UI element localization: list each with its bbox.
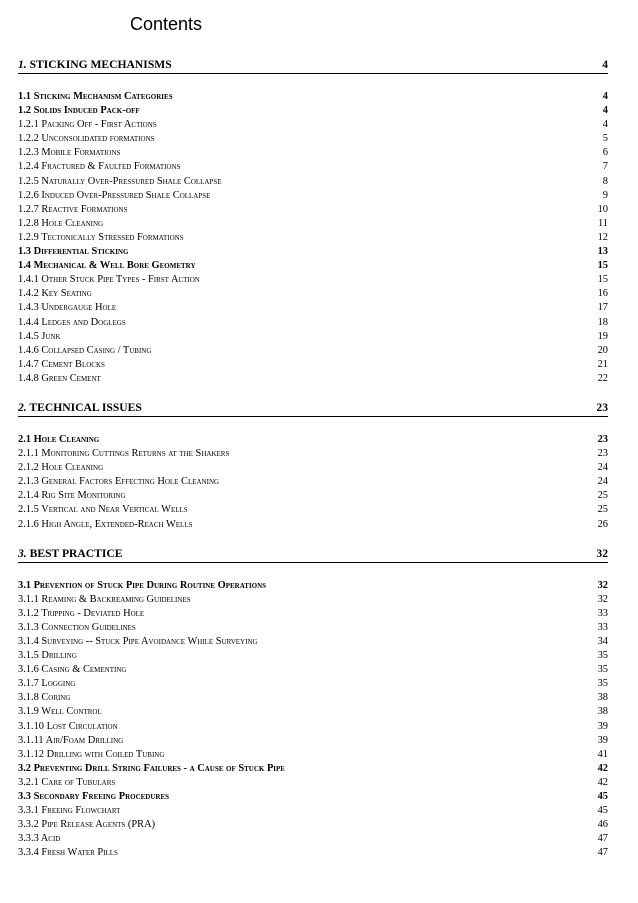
toc-entry-label: 3.1.7 Logging <box>18 678 76 690</box>
toc-entry[interactable] <box>18 489 608 503</box>
toc-page-number: 33 <box>597 607 608 619</box>
toc-chapter-label: BEST PRACTICE <box>29 546 123 560</box>
toc-page-number: 11 <box>597 217 608 229</box>
toc-entry-label: 2.1.2 Hole Cleaning <box>18 462 104 474</box>
toc-entry[interactable] <box>18 160 608 174</box>
toc-page-number: 8 <box>602 175 608 187</box>
toc-entry[interactable] <box>18 287 608 301</box>
toc-entry[interactable] <box>18 132 608 146</box>
toc-entry-label: 3.1 Prevention of Stuck Pipe During Routine Operations <box>18 579 267 591</box>
toc-chapter-heading[interactable] <box>18 546 608 563</box>
toc-page-number: 42 <box>597 776 608 788</box>
toc-entry[interactable] <box>18 804 608 818</box>
toc-entry-label: 3.1.11 Air/Foam Drilling <box>18 734 124 746</box>
toc-chapter-title <box>18 546 123 562</box>
toc-entry-label: 3.1.3 Connection Guidelines <box>18 621 136 633</box>
toc-entry[interactable] <box>18 245 608 259</box>
toc-entry-label: 2.1.1 Monitoring Cuttings Returns at the Shakers <box>18 448 230 460</box>
toc-entry[interactable] <box>18 503 608 517</box>
toc-page-number: 18 <box>597 316 608 328</box>
toc-entry-label: 2.1 Hole Cleaning <box>18 433 100 445</box>
toc-page-number: 16 <box>597 288 608 300</box>
toc-page-number: 4 <box>602 58 608 71</box>
toc-entry[interactable] <box>18 621 608 635</box>
toc-entry[interactable] <box>18 231 608 245</box>
toc-entry-label: 1.2.6 Induced Over-Pressured Shale Collapse <box>18 189 211 201</box>
toc-entry[interactable] <box>18 579 608 593</box>
toc-entry-label: 1.4.5 Junk <box>18 330 61 342</box>
toc-entry[interactable] <box>18 846 608 860</box>
toc-entry[interactable] <box>18 259 608 273</box>
toc-entry-label: 3.3.1 Freeing Flowchart <box>18 805 121 817</box>
toc-entry-label: 3.1.6 Casing & Cementing <box>18 664 127 676</box>
toc-entry[interactable] <box>18 433 608 447</box>
toc-entry[interactable] <box>18 118 608 132</box>
toc-page-number: 15 <box>597 274 608 286</box>
toc-entry[interactable] <box>18 189 608 203</box>
toc-page-number: 21 <box>597 358 608 370</box>
toc-page-number: 4 <box>602 119 608 131</box>
toc-page-number: 35 <box>597 664 608 676</box>
toc-page-number: 12 <box>597 231 608 243</box>
toc-entry-label: 1.2.8 Hole Cleaning <box>18 217 104 229</box>
toc-page-number: 45 <box>597 791 608 803</box>
toc-chapter-heading[interactable] <box>18 57 608 74</box>
toc-page-number: 24 <box>597 462 608 474</box>
toc-page-number: 45 <box>597 805 608 817</box>
toc-page-number: 7 <box>602 161 608 173</box>
toc-chapter-number: 2. <box>18 400 27 414</box>
table-of-contents <box>18 57 608 861</box>
toc-entry[interactable] <box>18 832 608 846</box>
toc-entry[interactable] <box>18 372 608 386</box>
toc-entry[interactable] <box>18 316 608 330</box>
toc-entry-label: 3.1.4 Surveying -- Stuck Pipe Avoidance While Surveying <box>18 636 258 647</box>
toc-entry[interactable] <box>18 691 608 705</box>
toc-entry-label: 3.1.10 Lost Circulation <box>18 720 118 732</box>
page-title: Contents <box>130 14 203 34</box>
toc-entry-label: 3.1.9 Well Control <box>18 706 102 718</box>
toc-chapter-heading[interactable] <box>18 400 608 417</box>
toc-entry[interactable] <box>18 649 608 663</box>
toc-entry-label: 1.1 Sticking Mechanism Categories <box>18 91 173 102</box>
toc-entry[interactable] <box>18 677 608 691</box>
toc-entry-label: 1.4 Mechanical & Well Bore Geometry <box>18 260 196 272</box>
toc-page-number: 35 <box>597 650 608 662</box>
toc-entry-label: 3.3 Secondary Freeing Procedures <box>18 791 170 803</box>
toc-page-number: 10 <box>597 203 608 215</box>
toc-entry-label: 1.4.7 Cement Blocks <box>18 358 105 370</box>
toc-entry[interactable] <box>18 475 608 489</box>
toc-entry[interactable] <box>18 635 608 649</box>
toc-entry-label: 3.3.2 Pipe Release Agents (PRA) <box>18 819 156 831</box>
toc-page-number: 34 <box>597 636 608 647</box>
toc-page-number: 39 <box>597 734 608 746</box>
toc-page-number: 4 <box>602 91 608 102</box>
toc-entry-label: 1.2.5 Naturally Over-Pressured Shale Collapse <box>18 175 222 187</box>
toc-page-number: 4 <box>602 105 608 117</box>
toc-entry-label: 2.1.4 Rig Site Monitoring <box>18 490 126 502</box>
toc-entry[interactable] <box>18 447 608 461</box>
toc-entry[interactable] <box>18 344 608 358</box>
toc-page-number: 32 <box>596 546 608 560</box>
toc-entry-label: 1.4.3 Undergauge Hole <box>18 302 117 314</box>
toc-entry[interactable] <box>18 518 608 532</box>
toc-page-number: 35 <box>597 678 608 690</box>
toc-entry-label: 2.1.5 Vertical and Near Vertical Wells <box>18 504 188 516</box>
toc-page-number: 23 <box>596 400 608 414</box>
toc-page-number: 20 <box>597 344 608 356</box>
toc-entry[interactable] <box>18 330 608 344</box>
toc-entry-label: 1.4.2 Key Seating <box>18 288 92 300</box>
toc-entry[interactable] <box>18 734 608 748</box>
toc-entry[interactable] <box>18 790 608 804</box>
toc-entry-label: 3.2 Preventing Drill String Failures - a Cause of Stuck Pipe <box>18 762 285 774</box>
toc-chapter-number: 3. <box>18 546 27 560</box>
toc-entry-label: 1.2.4 Fractured & Faulted Formations <box>18 161 181 173</box>
toc-entry-label: 3.1.12 Drilling with Coiled Tubing <box>18 748 165 760</box>
toc-chapter-title <box>18 400 142 416</box>
toc-page-number: 23 <box>597 433 608 445</box>
toc-entry-label: 1.2.3 Mobile Formations <box>18 147 121 159</box>
toc-entry-label: 1.2.7 Reactive Formations <box>18 203 128 215</box>
toc-entry-label: 3.1.5 Drilling <box>18 650 77 662</box>
toc-page-number: 13 <box>597 246 608 258</box>
toc-entry-label: 3.3.3 Acid <box>18 833 61 845</box>
toc-entry-label: 1.3 Differential Sticking <box>18 246 129 258</box>
toc-entry-label: 1.2.1 Packing Off - First Actions <box>18 119 157 131</box>
toc-entry-label: 3.1.8 Coring <box>18 692 71 704</box>
toc-page-number: 23 <box>597 448 608 460</box>
toc-page-number: 22 <box>597 372 608 384</box>
toc-entry-label: 2.1.6 High Angle, Extended-Reach Wells <box>18 518 193 530</box>
toc-page-number: 19 <box>597 330 608 342</box>
toc-entry[interactable] <box>18 720 608 734</box>
toc-entry-label: 1.4.6 Collapsed Casing / Tubing <box>18 344 152 356</box>
toc-chapter-title <box>18 57 172 73</box>
toc-page-number: 33 <box>597 621 608 633</box>
toc-page-number: 46 <box>597 819 608 831</box>
toc-entry[interactable] <box>18 461 608 475</box>
toc-entry[interactable] <box>18 203 608 217</box>
toc-page-number: 15 <box>597 260 608 272</box>
toc-entry[interactable] <box>18 705 608 719</box>
toc-entry[interactable] <box>18 90 608 104</box>
toc-entry[interactable] <box>18 607 608 621</box>
toc-page-number: 32 <box>597 593 608 605</box>
toc-page-number: 42 <box>597 762 608 774</box>
toc-entry[interactable] <box>18 273 608 287</box>
toc-entry[interactable] <box>18 175 608 189</box>
toc-entry[interactable] <box>18 663 608 677</box>
toc-entry[interactable] <box>18 762 608 776</box>
toc-page-number: 41 <box>597 748 608 760</box>
toc-entry-label: 1.4.8 Green Cement <box>18 372 101 384</box>
toc-entry-label: 3.3.4 Fresh Water Pills <box>18 847 118 859</box>
toc-entry[interactable] <box>18 818 608 832</box>
toc-entry-label: 1.2.2 Unconsolidated formations <box>18 133 155 145</box>
toc-page-number: 38 <box>597 706 608 718</box>
toc-page-number: 32 <box>597 579 608 591</box>
toc-page-number: 38 <box>597 692 608 704</box>
toc-chapter-label: TECHNICAL ISSUES <box>29 400 142 414</box>
toc-entry[interactable] <box>18 104 608 118</box>
toc-entry[interactable] <box>18 358 608 372</box>
toc-entry-label: 3.1.1 Reaming & Backreaming Guidelines <box>18 593 191 605</box>
toc-entry-label: 3.1.2 Tripping - Deviated Hole <box>18 607 145 619</box>
toc-entry[interactable] <box>18 593 608 607</box>
toc-page-number: 9 <box>602 189 608 201</box>
toc-page-number: 17 <box>597 302 608 314</box>
toc-entry[interactable] <box>18 217 608 231</box>
toc-entry[interactable] <box>18 301 608 315</box>
toc-page-number: 47 <box>597 847 608 859</box>
toc-chapter-label: STICKING MECHANISMS <box>29 58 172 71</box>
toc-page-number: 25 <box>597 490 608 502</box>
toc-entry-label: 2.1.3 General Factors Effecting Hole Cleaning <box>18 476 220 488</box>
toc-entry-label: 1.2.9 Tectonically Stressed Formations <box>18 231 184 243</box>
toc-entry[interactable] <box>18 748 608 762</box>
toc-page-number: 26 <box>597 518 608 530</box>
toc-page-number: 39 <box>597 720 608 732</box>
toc-entry[interactable] <box>18 776 608 790</box>
toc-page-number: 24 <box>597 476 608 488</box>
toc-page-number: 25 <box>597 504 608 516</box>
toc-chapter-number: 1. <box>18 58 27 71</box>
toc-entry[interactable] <box>18 146 608 160</box>
toc-entry-label: 1.4.4 Ledges and Doglegs <box>18 316 126 328</box>
toc-page-number: 5 <box>602 133 608 145</box>
toc-entry-label: 3.2.1 Care of Tubulars <box>18 776 116 788</box>
toc-page-number: 6 <box>602 147 608 159</box>
toc-entry-label: 1.4.1 Other Stuck Pipe Types - First Action <box>18 274 200 286</box>
toc-page-number: 47 <box>597 833 608 845</box>
toc-entry-label: 1.2 Solids Induced Pack-off <box>18 105 140 117</box>
